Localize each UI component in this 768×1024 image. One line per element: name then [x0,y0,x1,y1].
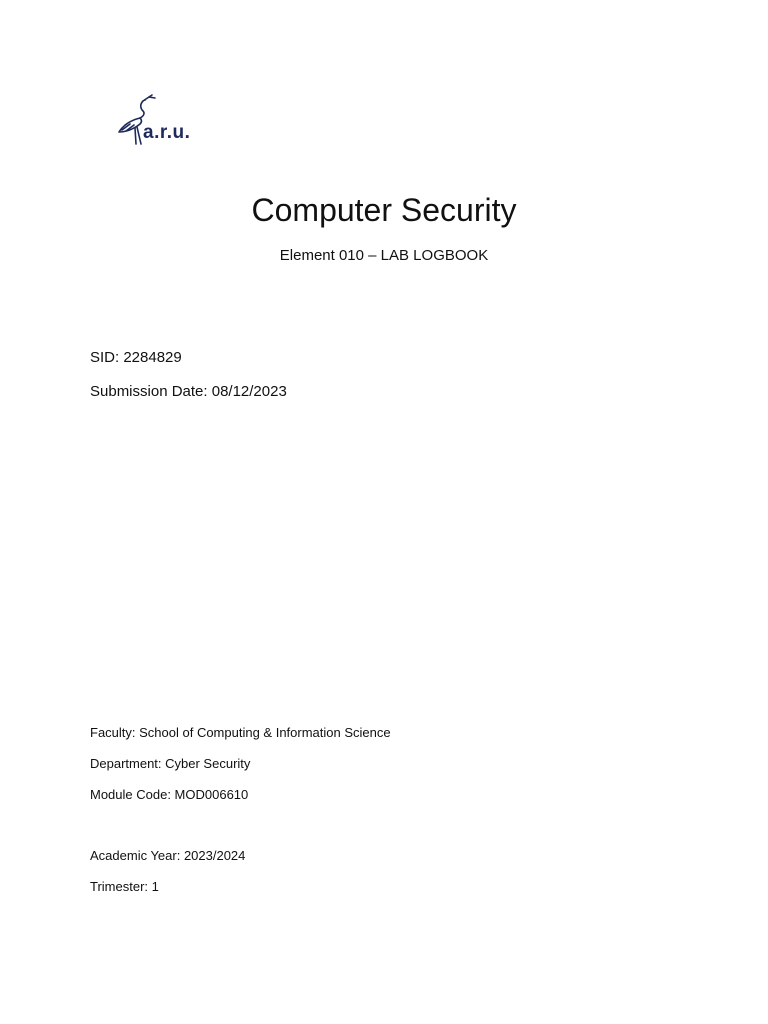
trimester: Trimester: 1 [90,879,159,894]
logo-text: a.r.u. [143,122,191,143]
document-subtitle: Element 010 – LAB LOGBOOK [279,247,489,264]
student-id: SID: 2284829 [90,349,182,366]
university-logo [116,92,200,150]
faculty: Faculty: School of Computing & Information Science [90,725,391,740]
document-title: Computer Security [251,192,517,228]
department: Department: Cyber Security [90,756,251,771]
submission-date: Submission Date: 08/12/2023 [90,383,287,400]
academic-year: Academic Year: 2023/2024 [90,848,246,863]
module-code: Module Code: MOD006610 [90,787,249,802]
